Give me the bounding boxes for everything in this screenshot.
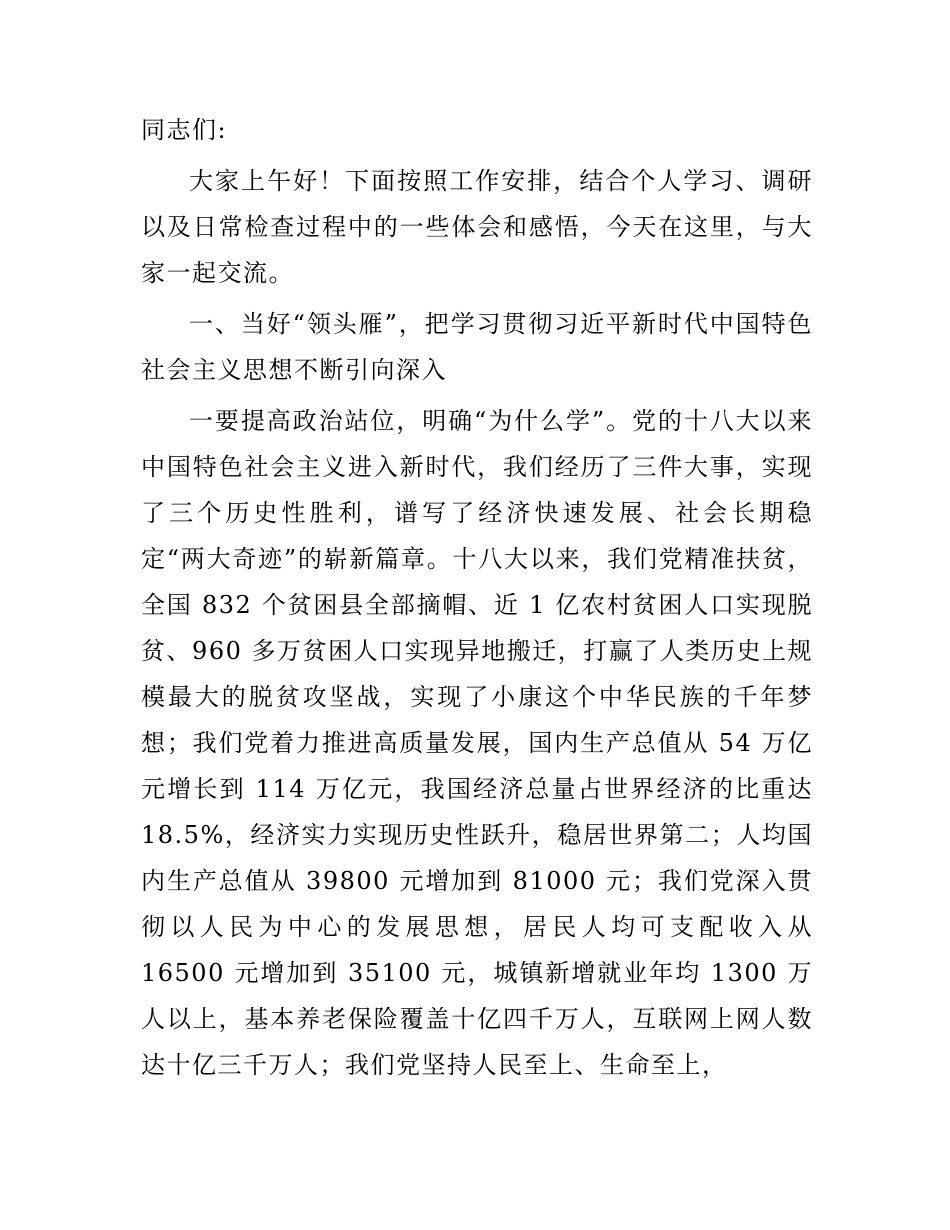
- salutation: 同志们:: [141, 116, 228, 144]
- section-heading-1: 一、当好“领头雁”，把学习贯彻习近平新时代中国特色社会主义思想不断引向深入: [141, 310, 813, 384]
- greeting-paragraph: 大家上午好！下面按照工作安排，结合个人学习、调研以及日常检查过程中的一些体会和感悟，今天在这里，与大家一起交流。: [141, 167, 813, 287]
- body-paragraph-1: 一要提高政治站位，明确“为什么学”。党的十八大以来中国特色社会主义进入新时代，我们经历了三件大事，实现了三个历史性胜利，谱写了经济快速发展、社会长期稳定“两大奇迹”的崭新篇章。十八大以来，我们党精准扶贫，全国 832 个贫困县全部摘帽、近 1 亿农村贫困人口实现脱贫、960 多万贫困人口实现异地搬迁，打赢了人类历史上规模最大的脱贫攻坚战，实现了小康这个中华民族的千年梦想；我们党着力推进高质量发展，国内生产总值从 54 万亿元增长到 114 万亿元，我国经济总量占世界经济的比重达 18.5%，经济实力实现历史性跃升，稳居世界第二；人均国内生产总值从 39800 元增加到 81000 元；我们党深入贯彻以人民为中心的发展思想，居民人均可支配收入从 16500 元增加到 35100 元，城镇新增就业年均 1300 万人以上，基本养老保险覆盖十亿四千万人，互联网上网人数达十亿三千万人；我们党坚持人民至上、生命至上，: [141, 407, 813, 1079]
- document-body: [141, 107, 813, 1088]
